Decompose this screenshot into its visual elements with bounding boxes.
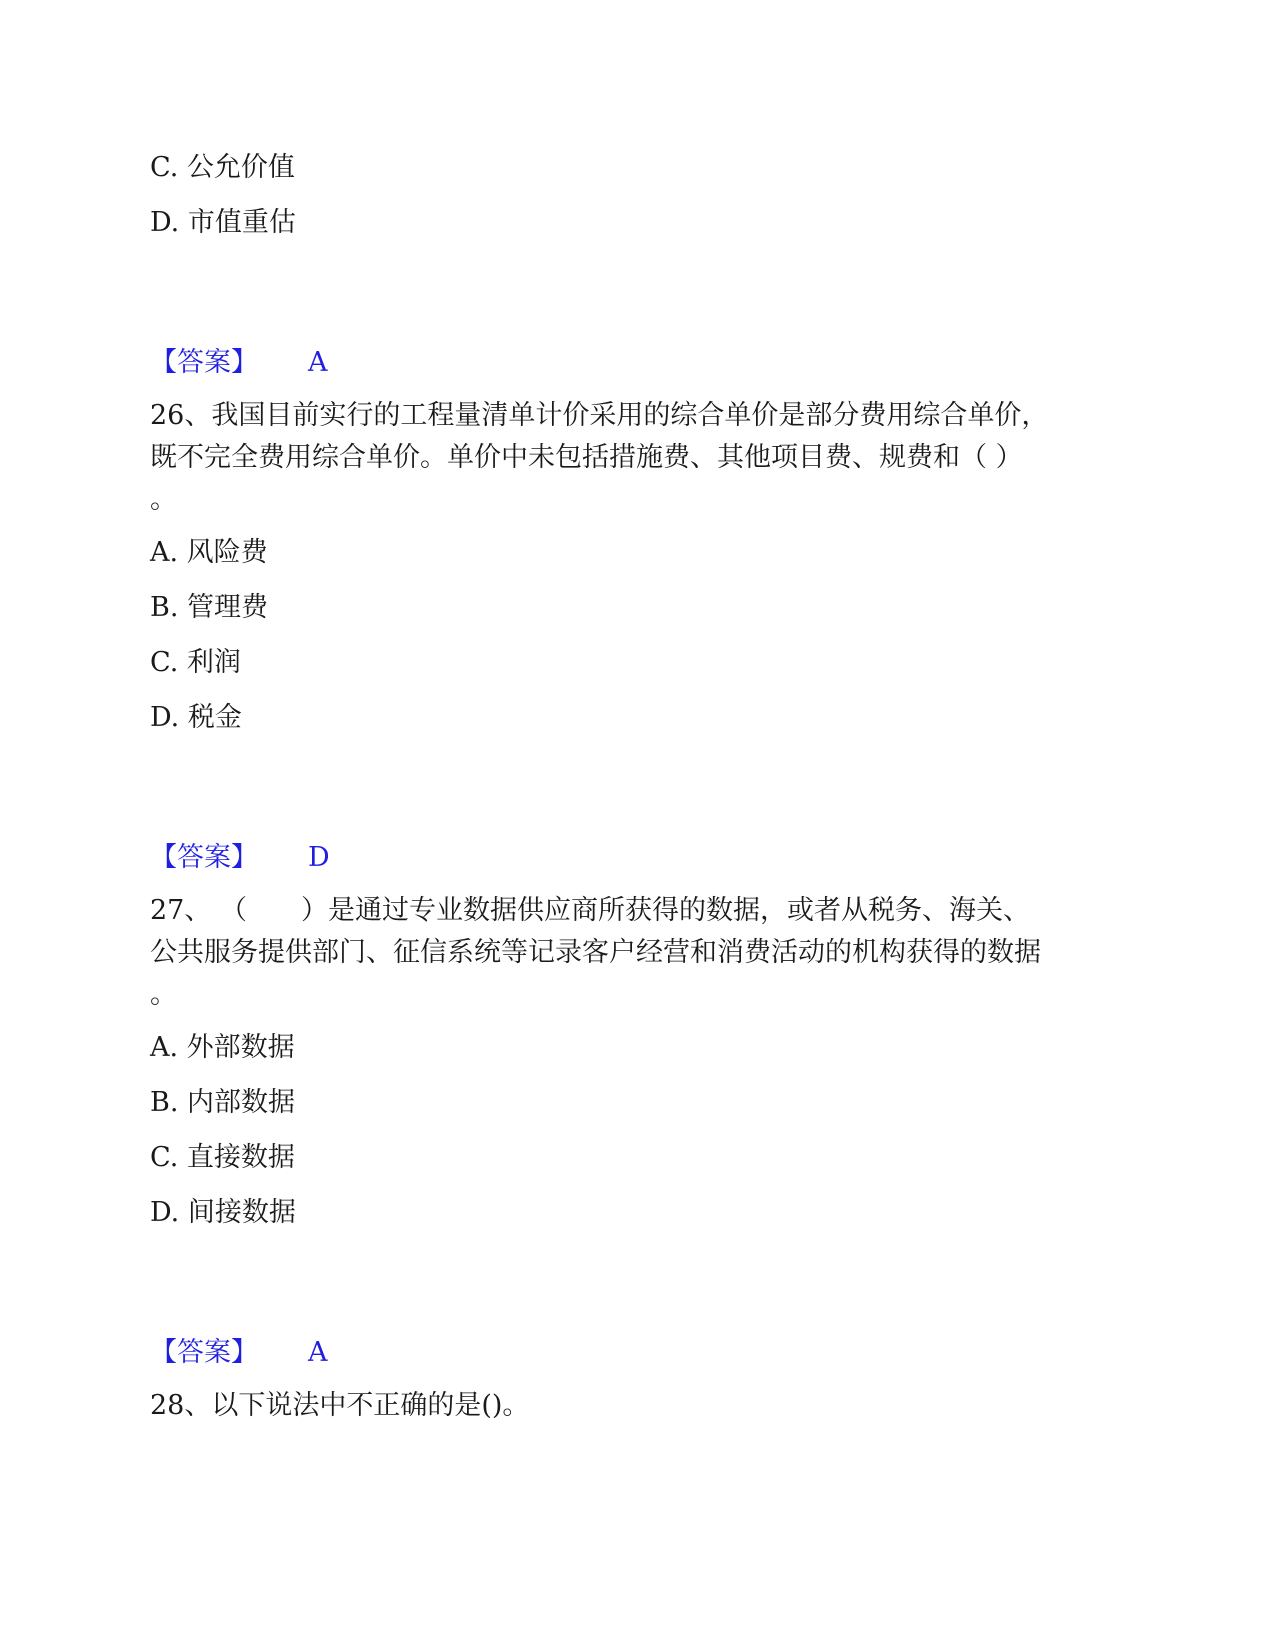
q26-stem-line-1: 26、我国目前实行的工程量清单计价采用的综合单价是部分费用综合单价，	[150, 400, 1049, 431]
q26-option-d: D. 税金	[150, 702, 242, 733]
answer-value: A	[308, 1337, 328, 1368]
answer-label: 【答案】	[150, 347, 258, 378]
q28-stem-line-1: 28、以下说法中不正确的是()。	[150, 1390, 530, 1421]
q27-answer	[150, 1335, 328, 1371]
q26-option-b: B. 管理费	[150, 592, 269, 623]
q27-option-a: A. 外部数据	[150, 1032, 295, 1063]
answer-label: 【答案】	[150, 842, 258, 873]
q26-answer	[150, 840, 330, 876]
answer-value: A	[308, 347, 328, 378]
q26-stem-line-2: 既不完全费用综合单价。单价中未包括措施费、其他项目费、规费和（ ）	[150, 442, 1023, 473]
answer-label: 【答案】	[150, 1337, 258, 1368]
q26-option-a: A. 风险费	[150, 537, 268, 568]
q27-option-b: B. 内部数据	[150, 1087, 296, 1118]
q27-stem-line-3: 。	[150, 979, 177, 1010]
q27-option-c: C. 直接数据	[150, 1142, 295, 1173]
q27-stem-line-2: 公共服务提供部门、征信系统等记录客户经营和消费活动的机构获得的数据	[150, 937, 1041, 968]
q26-stem-line-3: 。	[150, 484, 177, 515]
q27-stem-line-1: 27、 （ ）是通过专业数据供应商所获得的数据，或者从税务、海关、	[150, 895, 1030, 926]
q26-option-c: C. 利润	[150, 647, 241, 678]
q25-option-d: D. 市值重估	[150, 207, 296, 238]
q25-option-c: C. 公允价值	[150, 152, 295, 183]
answer-value: D	[308, 842, 330, 873]
q27-option-d: D. 间接数据	[150, 1197, 296, 1228]
q25-answer	[150, 345, 328, 381]
